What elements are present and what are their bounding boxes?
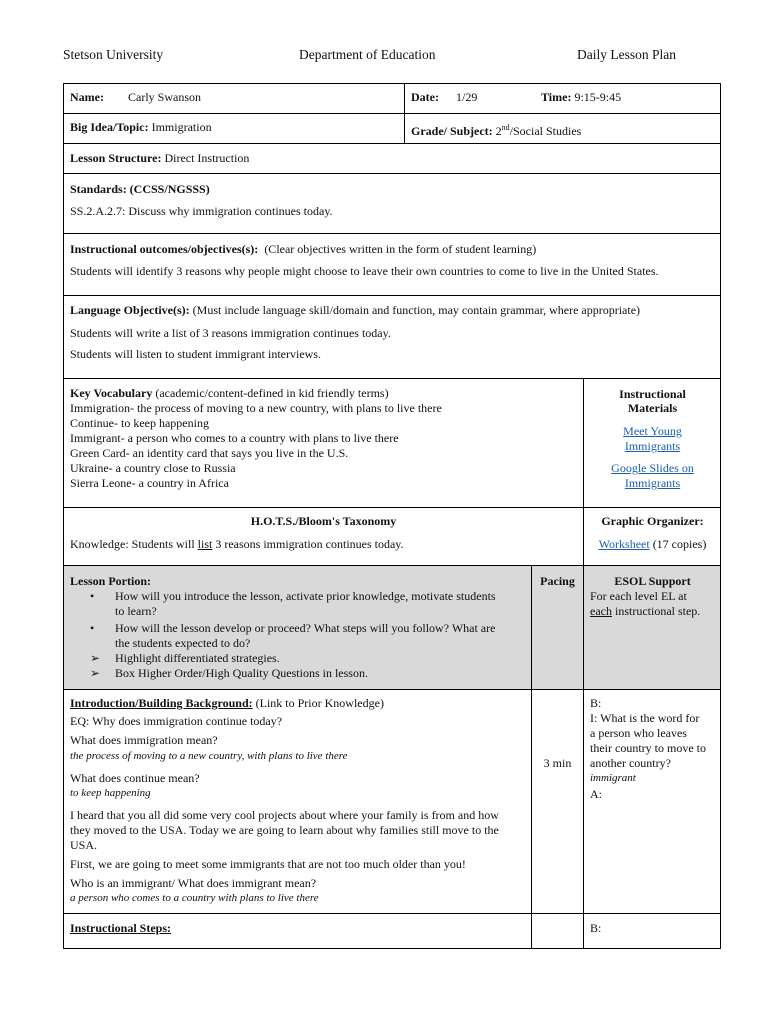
bullet-2: • [90, 621, 95, 635]
esol-intro-answer: immigrant [590, 772, 636, 784]
portion-b1a: How will you introduce the lesson, activate prior knowledge, motivate students [115, 589, 496, 603]
vocab-label: Key Vocabulary [70, 386, 153, 400]
steps-label: Instructional Steps: [70, 921, 172, 935]
google-slides-link[interactable]: Google Slides on [611, 461, 694, 475]
grade-subject: /Social Studies [509, 124, 582, 138]
intro-p1: I heard that you all did some very cool projects about where your family is from and how [70, 808, 499, 822]
meet-immigrants-link-2[interactable]: Immigrants [624, 439, 681, 453]
arrow-icon-1: ➢ [90, 651, 101, 665]
structure-value: Direct Instruction [164, 151, 250, 165]
vocab-line-1: Immigration- the process of moving to a new country, with plans to live there [70, 401, 442, 415]
department-name: Department of Education [299, 47, 436, 62]
portion-b2a: How will the lesson develop or proceed? What steps will you follow? What are [115, 621, 496, 635]
materials-link-1[interactable] [584, 424, 721, 439]
materials-link-2[interactable] [584, 461, 721, 476]
outcomes-label: Instructional outcomes/objectives(s): [70, 242, 259, 256]
portion-label: Lesson Portion: [70, 574, 151, 588]
language-line-1: Students will write a list of 3 reasons immigration continues today. [70, 326, 391, 340]
esol-line-1: For each level EL at [590, 589, 687, 603]
intro-p2: they moved to the USA. Today we are going to learn about why families still move to the [70, 823, 499, 837]
language-line-2: Students will listen to student immigrant interviews. [70, 347, 321, 361]
standards-label: Standards: (CCSS/NGSSS) [70, 182, 210, 196]
arrow-icon-2: ➢ [90, 666, 101, 680]
university-name: Stetson University [63, 47, 164, 62]
hots-word: list [197, 537, 213, 551]
vocab-line-4: Green Card- an identity card that says you live in the U.S. [70, 446, 349, 460]
materials-link-2b[interactable] [584, 476, 721, 491]
hots-title: H.O.T.S./Bloom's Taxonomy [250, 514, 397, 528]
vocab-line-2: Continue- to keep happening [70, 416, 209, 430]
pacing-label: Pacing [540, 574, 575, 588]
intro-p4: First, we are going to meet some immigrants that are not too much older than you! [70, 857, 466, 871]
intro-heading [70, 696, 384, 711]
topic-label: Big Idea/Topic: [70, 120, 149, 134]
esol-intro-b: B: [590, 696, 602, 710]
organizer-note: (17 copies) [649, 537, 707, 551]
esol-intro-a: A: [590, 787, 602, 801]
time-field [541, 90, 621, 105]
esol-label: ESOL Support [614, 574, 691, 588]
language-note: (Must include language skill/domain and function, may contain grammar, where appropriate) [192, 303, 641, 317]
hots-prefix: Knowledge: Students will [70, 537, 198, 551]
bullet-1: • [90, 589, 95, 603]
time-label: Time: [541, 90, 572, 104]
meet-immigrants-link[interactable]: Meet Young [623, 424, 682, 438]
steps-esol-b: B: [590, 921, 602, 935]
outcomes-value: Students will identify 3 reasons why people might choose to leave their own countries to come to live in the United States. [70, 264, 659, 278]
esol-intro-i1: I: What is the word for [590, 711, 700, 725]
materials-link-1b[interactable] [584, 439, 721, 454]
topic-value: Immigration [151, 120, 212, 134]
vocab-line-6: Sierra Leone- a country in Africa [70, 476, 229, 490]
intro-note: (Link to Prior Knowledge) [252, 696, 384, 710]
google-slides-link-2[interactable]: Immigrants [624, 476, 681, 490]
esol-line-2-rest: instructional step. [611, 604, 701, 618]
portion-b3: Highlight differentiated strategies. [115, 651, 280, 665]
name-value: Carly Swanson [128, 90, 201, 104]
intro-q3: Who is an immigrant/ What does immigrant mean? [70, 876, 317, 890]
esol-intro-i3: their country to move to [590, 741, 706, 755]
portion-b2b: the students expected to do? [115, 636, 251, 650]
vocab-note: (academic/content-defined in kid friendly terms) [155, 386, 389, 400]
intro-label: Introduction/Building Background: [70, 696, 253, 710]
vocab-field [70, 386, 389, 401]
structure-label: Lesson Structure: [70, 151, 162, 165]
standards-value: SS.2.A.2.7: Discuss why immigration continues today. [70, 204, 333, 218]
intro-a3: a person who comes to a country with plans to live there [70, 892, 319, 904]
intro-eq: EQ: Why does immigration continue today? [70, 714, 283, 728]
topic-field [70, 120, 212, 135]
materials-title-1: Instructional [619, 387, 686, 401]
esol-each: each [590, 604, 612, 618]
date-label: Date: [411, 90, 439, 104]
pacing-intro: 3 min [543, 756, 572, 770]
organizer-line [584, 537, 721, 552]
time-value: 9:15-9:45 [574, 90, 622, 104]
esol-line-2 [590, 604, 700, 619]
materials-title-2: Materials [627, 401, 678, 415]
intro-q1: What does immigration mean? [70, 733, 218, 747]
name-label: Name: [70, 90, 104, 104]
portion-b4: Box Higher Order/High Quality Questions in lesson. [115, 666, 368, 680]
intro-a2: to keep happening [70, 787, 151, 799]
outcomes-field [70, 242, 536, 257]
language-field [70, 303, 640, 318]
outcomes-note: (Clear objectives written in the form of student learning) [264, 242, 537, 256]
esol-intro-i2: a person who leaves [590, 726, 687, 740]
hots-suffix: 3 reasons immigration continues today. [212, 537, 404, 551]
grade-field [411, 120, 581, 139]
intro-q2: What does continue mean? [70, 771, 200, 785]
grade-suffix: nd [501, 123, 510, 132]
language-label: Language Objective(s): [70, 303, 190, 317]
structure-field [70, 151, 249, 166]
esol-intro-i4: another country? [590, 756, 671, 770]
intro-p3: USA. [70, 838, 98, 852]
vocab-line-3: Immigrant- a person who comes to a country with plans to live there [70, 431, 399, 445]
grade-label: Grade/ Subject: [411, 124, 493, 138]
plan-title: Daily Lesson Plan [577, 47, 676, 62]
worksheet-link[interactable]: Worksheet [598, 537, 650, 551]
date-value: 1/29 [456, 90, 478, 104]
hots-line [70, 537, 404, 552]
portion-b1b: to learn? [115, 604, 157, 618]
vocab-line-5: Ukraine- a country close to Russia [70, 461, 236, 475]
organizer-title: Graphic Organizer: [601, 514, 704, 528]
intro-a1: the process of moving to a new country, with plans to live there [70, 750, 348, 762]
grade-number: 2 [495, 124, 502, 138]
